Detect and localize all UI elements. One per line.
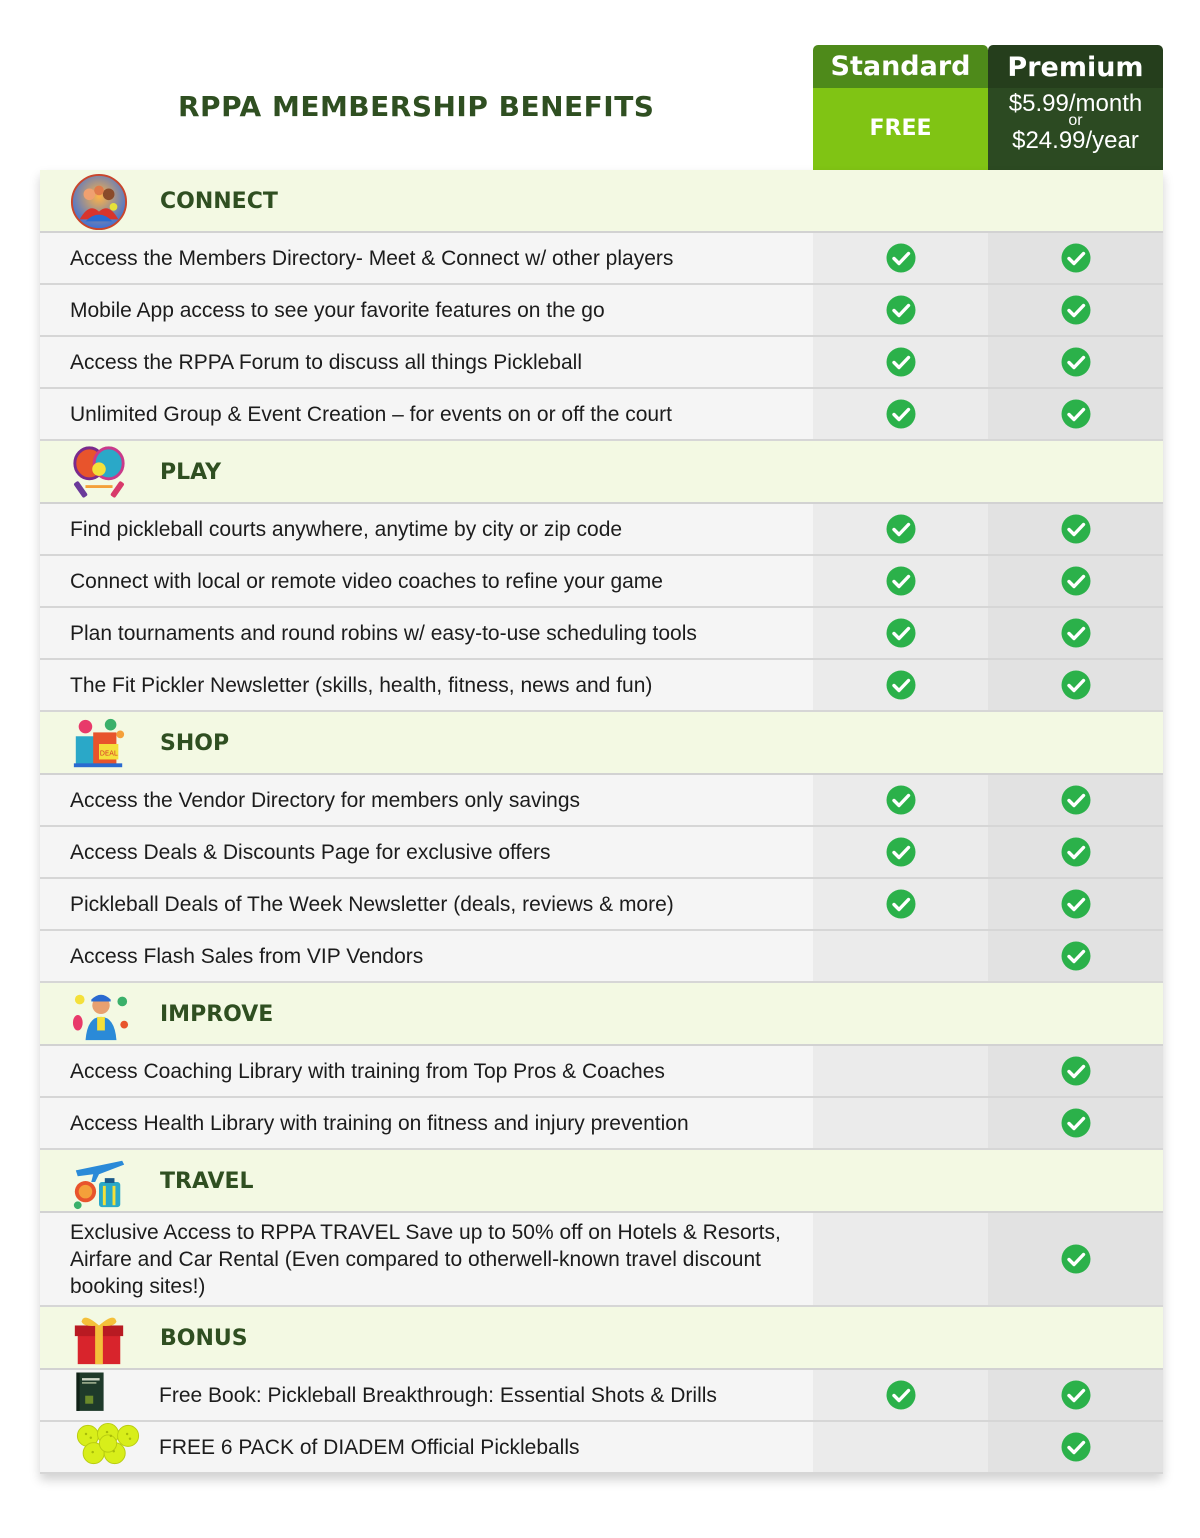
standard-cell <box>813 1370 988 1420</box>
premium-cell <box>988 1098 1163 1148</box>
check-icon <box>1061 243 1091 273</box>
check-icon <box>1061 1380 1091 1410</box>
pickleballs-icon <box>74 1423 142 1472</box>
book-icon <box>74 1371 106 1420</box>
check-icon <box>886 670 916 700</box>
standard-plan-price: FREE <box>813 88 988 170</box>
premium-cell <box>988 608 1163 658</box>
benefit-row <box>40 556 1163 608</box>
benefit-label: Access the Members Directory- Meet & Connect w/ other players <box>70 246 674 270</box>
page-title: RPPA MEMBERSHIP BENEFITS <box>178 90 655 123</box>
benefit-row <box>40 1370 1163 1422</box>
standard-cell <box>813 337 988 387</box>
benefit-label: The Fit Pickler Newsletter (skills, health, fitness, news and fun) <box>70 673 653 697</box>
section-header-shop <box>40 712 1163 775</box>
premium-cell <box>988 233 1163 283</box>
check-icon <box>886 889 916 919</box>
premium-cell <box>988 556 1163 606</box>
benefit-row <box>40 608 1163 660</box>
premium-cell <box>988 285 1163 335</box>
benefit-row <box>40 827 1163 879</box>
premium-cell <box>988 504 1163 554</box>
benefit-label: Find pickleball courts anywhere, anytime by city or zip code <box>70 517 623 541</box>
standard-cell <box>813 1422 988 1472</box>
premium-cell <box>988 1046 1163 1096</box>
standard-cell <box>813 1098 988 1148</box>
benefit-label: Unlimited Group & Event Creation – for events on or off the court <box>70 402 672 426</box>
benefit-label: Exclusive Access to RPPA TRAVEL Save up to 50% off on Hotels & Resorts, Airfare and Car Rental (Even compared to otherwell-known travel discount booking sites!) <box>70 1220 781 1298</box>
crossed-paddles-icon <box>70 444 128 502</box>
premium-cell <box>988 337 1163 387</box>
benefits-table <box>40 170 1163 1474</box>
benefit-label: Access the Vendor Directory for members only savings <box>70 788 581 812</box>
benefit-label: Pickleball Deals of The Week Newsletter (deals, reviews & more) <box>70 892 674 916</box>
gift-box-icon <box>70 1310 128 1368</box>
premium-plan-header <box>988 45 1163 170</box>
premium-plan-price <box>988 88 1163 170</box>
check-icon <box>886 347 916 377</box>
players-group-icon <box>70 173 128 231</box>
benefit-row <box>40 775 1163 827</box>
check-icon <box>886 295 916 325</box>
benefit-row <box>40 931 1163 983</box>
section-label: BONUS <box>160 1326 248 1351</box>
benefit-label: Plan tournaments and round robins w/ easy-to-use scheduling tools <box>70 621 697 645</box>
standard-cell <box>813 285 988 335</box>
section-label: CONNECT <box>160 189 278 214</box>
section-label: IMPROVE <box>160 1002 274 1027</box>
benefit-row <box>40 660 1163 712</box>
benefit-label: Free Book: Pickleball Breakthrough: Essential Shots & Drills <box>159 1383 717 1407</box>
premium-cell <box>988 389 1163 439</box>
benefit-label: Access Health Library with training on fitness and injury prevention <box>70 1111 689 1135</box>
check-icon <box>886 785 916 815</box>
benefit-label: Access Coaching Library with training from Top Pros & Coaches <box>70 1059 665 1083</box>
standard-cell <box>813 504 988 554</box>
standard-cell <box>813 608 988 658</box>
section-label: TRAVEL <box>160 1169 254 1194</box>
svg-text:DEAL: DEAL <box>99 749 118 758</box>
benefit-row <box>40 285 1163 337</box>
premium-cell <box>988 1370 1163 1420</box>
check-icon <box>886 566 916 596</box>
standard-cell <box>813 879 988 929</box>
benefit-label: Access Deals & Discounts Page for exclusive offers <box>70 840 551 864</box>
benefit-row <box>40 1422 1163 1474</box>
benefit-row <box>40 233 1163 285</box>
premium-cell <box>988 931 1163 981</box>
check-icon <box>1061 1056 1091 1086</box>
benefit-label: Access Flash Sales from VIP Vendors <box>70 944 424 968</box>
check-icon <box>886 399 916 429</box>
section-header-travel <box>40 1150 1163 1213</box>
standard-plan-header <box>813 45 988 170</box>
benefit-label: Mobile App access to see your favorite features on the go <box>70 298 605 322</box>
section-header-improve <box>40 983 1163 1046</box>
check-icon <box>1061 566 1091 596</box>
coach-icon <box>70 986 128 1044</box>
check-icon <box>1061 1108 1091 1138</box>
check-icon <box>1061 670 1091 700</box>
standard-cell <box>813 1213 988 1305</box>
section-header-connect <box>40 170 1163 233</box>
check-icon <box>1061 785 1091 815</box>
benefit-label: Access the RPPA Forum to discuss all things Pickleball <box>70 350 582 374</box>
benefit-row <box>40 337 1163 389</box>
benefit-label: Connect with local or remote video coaches to refine your game <box>70 569 663 593</box>
check-icon <box>1061 514 1091 544</box>
standard-cell <box>813 775 988 825</box>
check-icon <box>1061 941 1091 971</box>
check-icon <box>886 837 916 867</box>
benefit-row <box>40 504 1163 556</box>
premium-cell <box>988 879 1163 929</box>
standard-cell <box>813 660 988 710</box>
benefit-row <box>40 879 1163 931</box>
premium-plan-name: Premium <box>988 45 1163 88</box>
section-label: PLAY <box>160 460 221 485</box>
standard-cell <box>813 1046 988 1096</box>
airplane-luggage-icon <box>70 1153 128 1211</box>
standard-cell <box>813 556 988 606</box>
check-icon <box>1061 889 1091 919</box>
premium-cell <box>988 1213 1163 1305</box>
standard-plan-name: Standard <box>813 45 988 88</box>
check-icon <box>1061 837 1091 867</box>
standard-cell <box>813 389 988 439</box>
section-label: SHOP <box>160 731 230 756</box>
premium-price-month: $5.99/month <box>1008 90 1143 117</box>
premium-cell <box>988 660 1163 710</box>
shopping-deals-icon <box>70 715 128 773</box>
premium-price-year: $24.99/year <box>1012 127 1139 154</box>
check-icon <box>1061 1432 1091 1462</box>
check-icon <box>1061 618 1091 648</box>
standard-cell <box>813 233 988 283</box>
section-header-bonus <box>40 1307 1163 1370</box>
premium-cell <box>988 827 1163 877</box>
check-icon <box>1061 399 1091 429</box>
section-header-play <box>40 441 1163 504</box>
premium-cell <box>988 1422 1163 1472</box>
check-icon <box>1061 347 1091 377</box>
check-icon <box>886 243 916 273</box>
premium-price-or: or <box>1068 112 1083 129</box>
check-icon <box>886 1380 916 1410</box>
benefit-row <box>40 1046 1163 1098</box>
check-icon <box>886 514 916 544</box>
standard-cell <box>813 827 988 877</box>
check-icon <box>1061 1244 1091 1274</box>
benefit-label: FREE 6 PACK of DIADEM Official Pickleballs <box>159 1435 580 1459</box>
check-icon <box>886 618 916 648</box>
check-icon <box>1061 295 1091 325</box>
benefit-row <box>40 1098 1163 1150</box>
premium-cell <box>988 775 1163 825</box>
benefit-row <box>40 1213 1163 1307</box>
benefit-row <box>40 389 1163 441</box>
standard-cell <box>813 931 988 981</box>
